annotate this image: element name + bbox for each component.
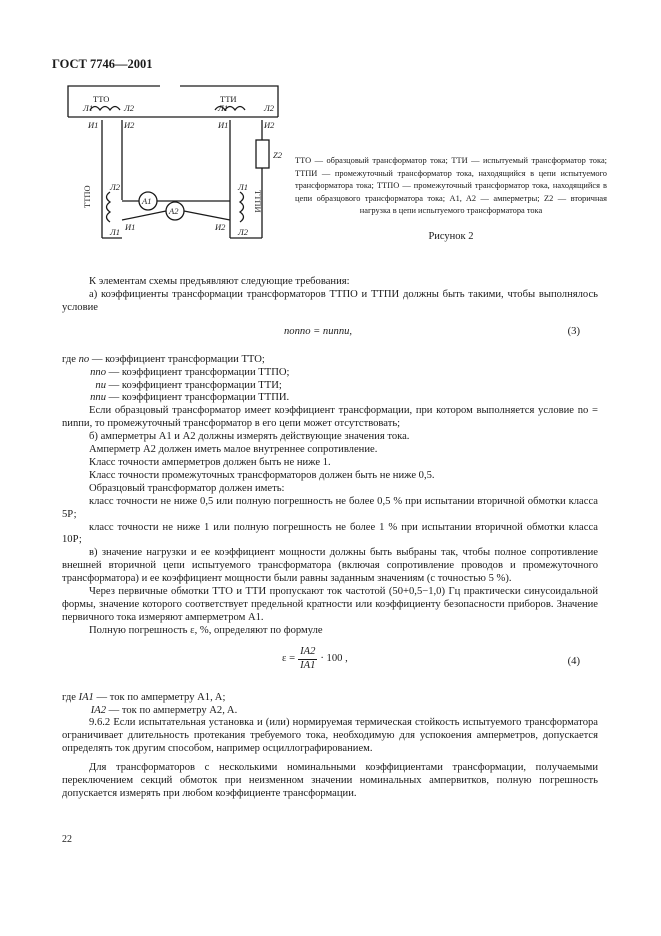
standard-header: ГОСТ 7746—2001 — [52, 57, 153, 71]
circuit-diagram — [50, 80, 290, 255]
label-z2: Z2 — [273, 150, 282, 160]
label-l1-tto: Л1 — [83, 103, 94, 113]
formula-4-lhs: ε = — [282, 652, 296, 664]
formula-4-number: (4) — [567, 655, 580, 667]
paragraph: 9.6.2 Если испытательная установка и (или) нормируемая термическая стойкость испытуемого трансформатора ограничивает длительность протекания требуемого тока, необходимую для успокоения амперметров, допускается определять ток другим способом, например осциллографированием. — [62, 717, 598, 755]
body-text — [62, 276, 598, 801]
label-tti: ТТИ — [220, 94, 237, 104]
page-number: 22 — [62, 834, 72, 845]
figure-caption: Рисунок 2 — [428, 231, 474, 242]
label-ttpi: ТТПИ — [253, 190, 263, 213]
label-tto: ТТО — [93, 94, 110, 104]
paragraph: б) амперметры A1 и A2 должны измерять действующие значения тока. — [89, 431, 410, 443]
paragraph: класс точности не ниже 0,5 или полную погрешность не более 0,5 % при испытании вторичной обмотки класса 5Р; — [62, 495, 598, 520]
label-a1: A1 — [142, 196, 152, 206]
where-item: где nо — коэффициент трансформации ТТО; — [62, 353, 265, 365]
label-i1-tti: И1 — [218, 120, 229, 130]
label-i2-tto: И2 — [124, 120, 135, 130]
label-l2-ttpi: Л2 — [238, 227, 249, 237]
paragraph: а) коэффициенты трансформации трансформаторов ТТПО и ТТПИ должны быть такими, чтобы выполнялось условие — [62, 288, 598, 313]
where-item: nпо — коэффициент трансформации ТТПО; — [90, 366, 290, 378]
label-i2-ttpi: И2 — [215, 222, 226, 232]
label-l2-ttpo: Л2 — [110, 182, 121, 192]
formula-3-number: (3) — [567, 325, 580, 337]
formula-4-rhs: · 100 , — [320, 652, 348, 664]
formula-3 — [62, 320, 598, 348]
label-ttpo: ТТПО — [82, 185, 92, 208]
figure-legend: ТТО — образцовый трансформатор тока; ТТИ — испытуемый трансформатор тока; ТТПИ — промежуточный трансформатор тока, находящийся в цепи испытуемого трансформатора тока; ТТПО — промежуточный трансформатор тока, находящийся в цепи образцового трансформатора тока; A1, A2 — амперметры; Z2 — вторичная нагрузка в цепи испытуемого трансформатора тока — [295, 156, 607, 215]
label-a2: A2 — [169, 206, 179, 216]
paragraph: К элементам схемы предъявляют следующие требования: — [89, 276, 350, 287]
paragraph: Класс точности амперметров должен быть не ниже 1. — [89, 456, 331, 468]
where-item: nпи — коэффициент трансформации ТТПИ. — [90, 392, 290, 404]
where-item: IA2 — ток по амперметру A2, A. — [90, 704, 238, 716]
paragraph: Образцовый трансформатор должен иметь: — [89, 482, 285, 494]
label-l2-tto: Л2 — [124, 103, 135, 113]
formula-4-denominator: IA1 — [300, 659, 316, 671]
paragraph: Амперметр A2 должен иметь малое внутреннее сопротивление. — [89, 444, 378, 456]
label-i2-tti: И2 — [264, 120, 275, 130]
where-item: nи — коэффициент трансформации ТТИ; — [95, 379, 282, 391]
where-item: где IA1 — ток по амперметру A1, A; — [62, 691, 226, 703]
paragraph: Для трансформаторов с несколькими номинальными коэффициентами трансформации, получаемыми переключением секций обмоток при неизменном значении номинальных ампервитков, полную погрешность допускается измерять при любом коэффициенте трансформации. — [62, 762, 598, 799]
label-i1-tto: И1 — [88, 120, 99, 130]
formula-3-expression: nоnпо = nиnпи, — [284, 325, 353, 337]
paragraph: Полную погрешность ε, %, определяют по формуле — [89, 624, 323, 636]
label-l1-ttpi: Л1 — [238, 182, 249, 192]
paragraph: Через первичные обмотки ТТО и ТТИ пропускают ток частотой (50+0,5−1,0) Гц практически синусоидальной формы, значение которого соответствует предельной кратности или коэффициенту безопасности приборов. Значение первичного тока измеряют амперметром A1. — [62, 586, 598, 623]
label-l1-tti: Л1 — [218, 103, 229, 113]
paragraph: класс точности не ниже 1 или полную погрешность не более 1 % при испытании вторичной обмотки класса 10Р; — [62, 521, 598, 546]
label-i1-ttpo: И1 — [125, 222, 136, 232]
label-l2-tti: Л2 — [264, 103, 275, 113]
paragraph: в) значение нагрузки и ее коэффициент мощности должны быть выбраны так, чтобы полное сопротивление внешней вторичной цепи испытуемого трансформатора (включая сопротивление проводов и промежуточного трансформатора) и ее коэффициент мощности были равны заданным значениям (с точностью 5 %). — [62, 547, 598, 585]
label-l1-ttpo: Л1 — [110, 227, 121, 237]
formula-4-numerator: IA2 — [298, 646, 317, 660]
paragraph: Класс точности промежуточных трансформаторов должен быть не ниже 0,5. — [89, 469, 435, 481]
formula-4 — [62, 644, 598, 686]
paragraph: Если образцовый трансформатор имеет коэффициент трансформации, при котором выполняется условие nо = nиnпи, то промежуточный трансформатор в его цепи может отсутствовать; — [62, 405, 598, 430]
